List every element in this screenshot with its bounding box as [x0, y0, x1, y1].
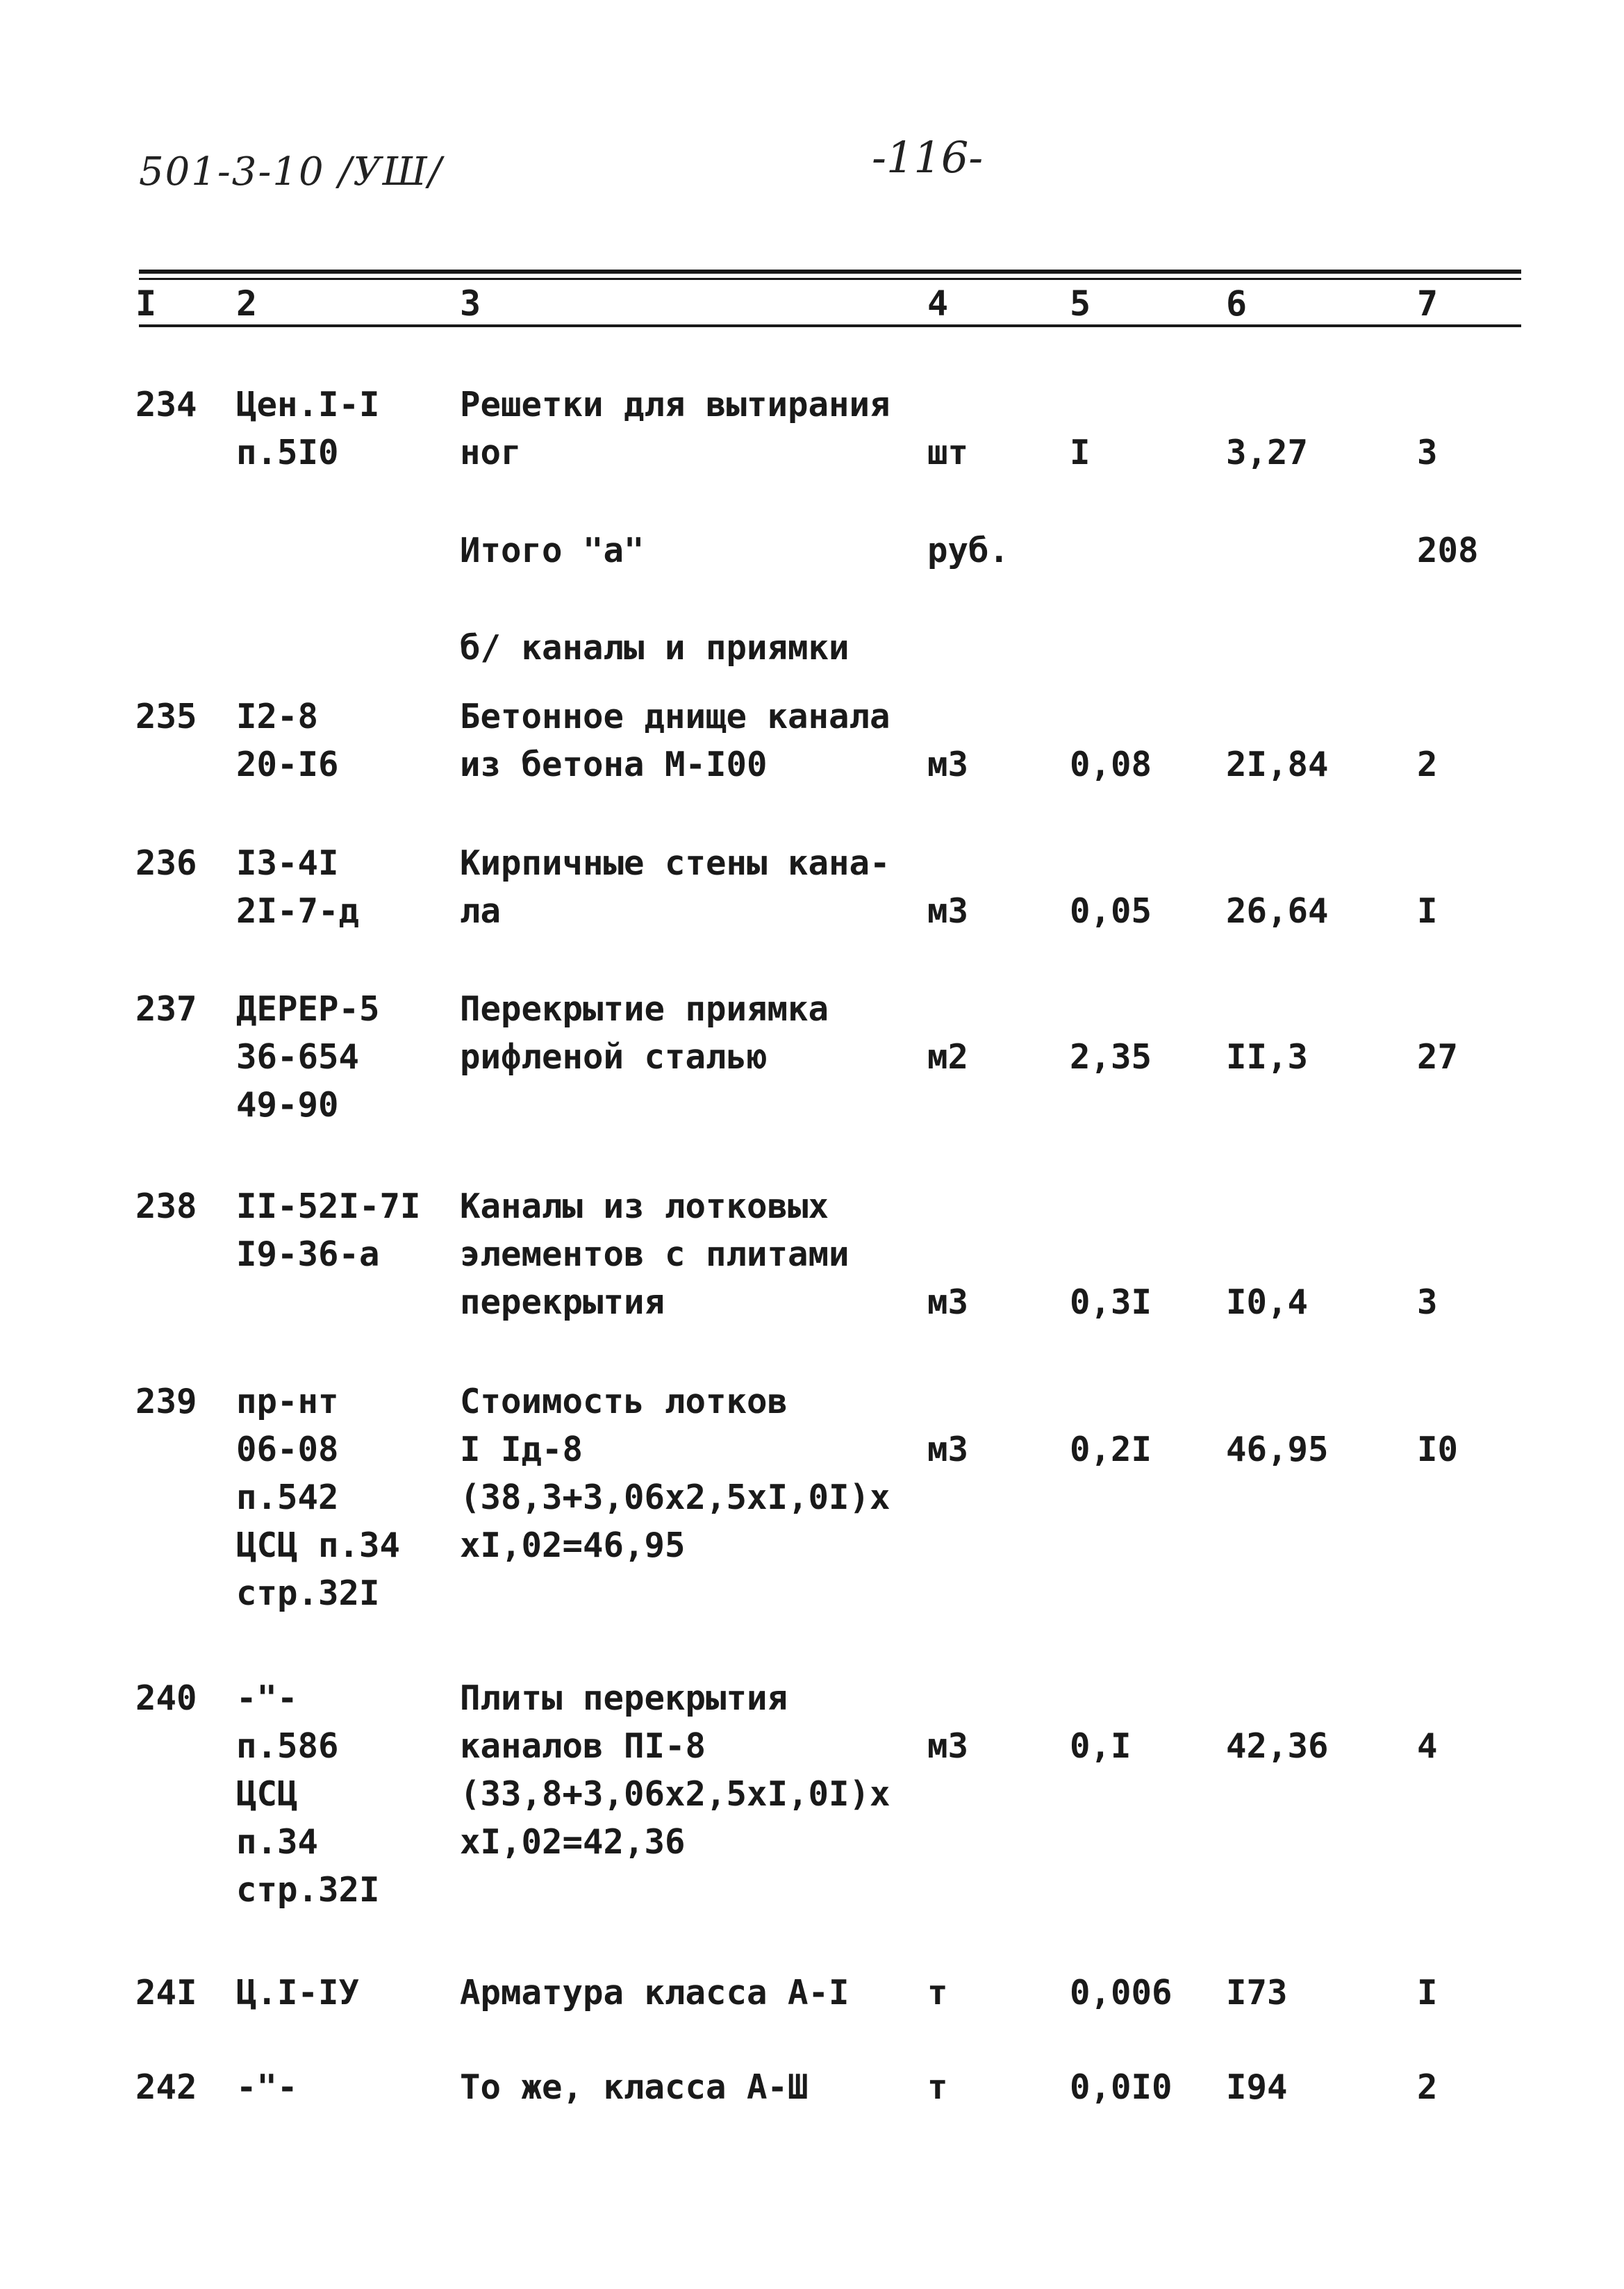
row-238-unit: м3	[927, 1282, 969, 1322]
row-234-code: Цен.I-I п.5I0	[236, 385, 380, 472]
row-235-code: I2-8 20-I6	[236, 697, 339, 784]
row-236-description: Кирпичные стены кана- ла	[460, 843, 890, 931]
row-237-quantity: 2,35	[1070, 1037, 1152, 1077]
row-242-quantity: 0,0I0	[1070, 2067, 1173, 2107]
row-236-price: 26,64	[1226, 891, 1329, 931]
row-241-price: I73	[1226, 1973, 1288, 2013]
row-238-number: 238	[135, 1187, 197, 1226]
row-241-quantity: 0,006	[1070, 1973, 1173, 2013]
row-238-code: II-52I-7I I9-36-а	[236, 1187, 421, 1274]
column-header-3: 3	[460, 283, 481, 324]
row-238-total: 3	[1417, 1282, 1438, 1322]
page-number: -116-	[872, 132, 984, 183]
row-236-number: 236	[135, 843, 197, 883]
row-241-code: Ц.I-IУ	[236, 1973, 360, 2013]
row-242-price: I94	[1226, 2067, 1288, 2107]
row-240-description: Плиты перекрытия каналов ПI-8 (33,8+3,06х2,5хI,0I)х хI,02=42,36	[460, 1678, 890, 1862]
row-235-total: 2	[1417, 745, 1438, 784]
row-238-description: Каналы из лотковых элементов с плитами перекрытия	[460, 1187, 850, 1322]
column-header-5: 5	[1070, 283, 1091, 324]
row-234-number: 234	[135, 385, 197, 424]
row-236-total: I	[1417, 891, 1438, 931]
row-234-total: 3	[1417, 433, 1438, 472]
row-235-price: 2I,84	[1226, 745, 1329, 784]
row-235-description: Бетонное днище канала из бетона М-I00	[460, 697, 890, 784]
row-235-unit: м3	[927, 745, 969, 784]
row-237-total: 27	[1417, 1037, 1459, 1077]
column-header-2: 2	[236, 283, 258, 324]
row-235-number: 235	[135, 697, 197, 736]
row-241-total: I	[1417, 1973, 1438, 2013]
row-240-total: 4	[1417, 1726, 1438, 1766]
column-header-4: 4	[927, 283, 949, 324]
row-239-total: I0	[1417, 1430, 1459, 1469]
row-239-code: пр-нт 06-08 п.542 ЦСЦ п.34 стр.32I	[236, 1382, 401, 1613]
row-241-description: Арматура класса А-I	[460, 1973, 850, 2013]
row-242-description: То же, класса А-Ш	[460, 2067, 809, 2107]
row-242-unit: т	[927, 2067, 948, 2107]
column-header-7: 7	[1417, 283, 1439, 324]
subtotal-a-total: 208	[1417, 531, 1479, 570]
row-236-code: I3-4I 2I-7-д	[236, 843, 360, 931]
subtotal-a-label: Итого "а"	[460, 531, 645, 570]
column-header-1: I	[135, 283, 157, 324]
header-underline	[139, 324, 1521, 327]
column-header-6: 6	[1226, 283, 1248, 324]
row-237-unit: м2	[927, 1037, 969, 1077]
row-239-description: Стоимость лотков I Iд-8 (38,3+3,06х2,5хI,0I)х хI,02=46,95	[460, 1382, 890, 1565]
row-240-quantity: 0,I	[1070, 1726, 1132, 1766]
row-238-quantity: 0,3I	[1070, 1282, 1152, 1322]
row-235-quantity: 0,08	[1070, 745, 1152, 784]
section-b-heading: б/ каналы и приямки	[460, 628, 850, 668]
row-239-number: 239	[135, 1382, 197, 1421]
row-234-quantity: I	[1070, 433, 1091, 472]
row-237-number: 237	[135, 989, 197, 1029]
row-240-number: 240	[135, 1678, 197, 1718]
row-234-price: 3,27	[1226, 433, 1309, 472]
row-239-unit: м3	[927, 1430, 969, 1469]
row-234-description: Решетки для вытирания ног	[460, 385, 890, 472]
row-237-code: ДЕРЕР-5 36-654 49-90	[236, 989, 380, 1125]
row-240-code: -"- п.586 ЦСЦ п.34 стр.32I	[236, 1678, 380, 1910]
row-241-unit: т	[927, 1973, 948, 2013]
table-top-rule-thin	[139, 278, 1521, 280]
row-240-unit: м3	[927, 1726, 969, 1766]
row-239-quantity: 0,2I	[1070, 1430, 1152, 1469]
table-top-rule	[139, 270, 1521, 274]
subtotal-a-unit: руб.	[927, 531, 1010, 570]
row-242-total: 2	[1417, 2067, 1438, 2107]
row-239-price: 46,95	[1226, 1430, 1329, 1469]
row-236-quantity: 0,05	[1070, 891, 1152, 931]
row-240-price: 42,36	[1226, 1726, 1329, 1766]
row-237-description: Перекрытие приямка рифленой сталью	[460, 989, 829, 1077]
row-236-unit: м3	[927, 891, 969, 931]
row-242-code: -"-	[236, 2067, 298, 2107]
row-238-price: I0,4	[1226, 1282, 1309, 1322]
row-242-number: 242	[135, 2067, 197, 2107]
row-241-number: 24I	[135, 1973, 197, 2013]
row-237-price: II,3	[1226, 1037, 1309, 1077]
document-code: 501-3-10 /УШ/	[139, 149, 443, 195]
row-234-unit: шт	[927, 433, 969, 472]
